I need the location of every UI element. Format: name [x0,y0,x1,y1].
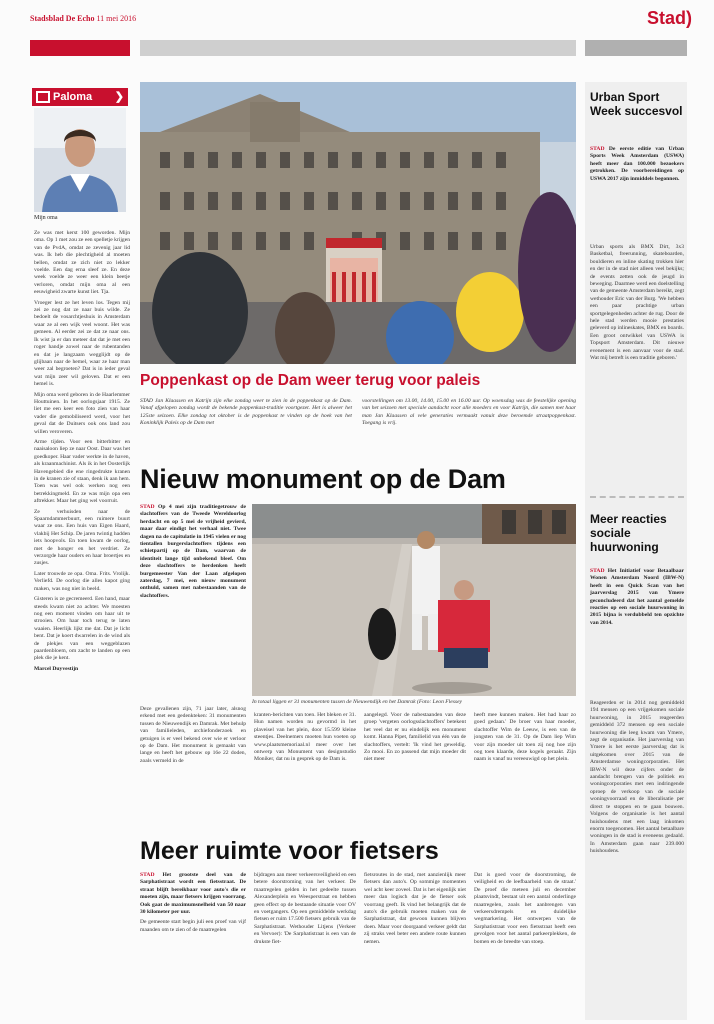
sidebar2-lead [590,568,684,696]
story2-lead [140,504,246,696]
story3-col4: Dat is goed voor de doorstroming, de veiligheid en de leefbaarheid van de straat.' De proef die meteen juli en december plaatsvindt, bestaat uit een aantal onderlinge maatregelen, zoals het aanbrengen van verkeersdrempels en duidelijke wegmarkering. Het ontwerpen van de Sarphatistraat voor een fietsstraat heeft een gevolgen voor het aantal parkeerplekken, de bomen en de breedte van stoep. [474,872,576,945]
section-label: Stad [646,8,686,28]
palace-photo [140,82,576,364]
story2-kicker: STAD [140,504,158,510]
columnist-portrait [34,108,126,212]
story2-col2: kranten-berichten van toen. Het bleken er 31. Hun namen worden nu gevormd in het plaveisel van het plein, door 15.599 kleine steentjes. Deelnemers moeten hun voeten op www.plaatsmemoriaal.nl meer over het ontwerp van Monument van designstudio Moniker, dat nu in gesprek op de Dam is. [254,712,356,763]
column-paragraph: Vroeger lest ze het leven los. Tegen mij zei ze nog dat ze naar buis wilde. Ze bedoelt de vosarchtjeshuis in Amsterdam waar ze al een wijk veel woont. Het was gemeen. Al eerder zei ze dat ze naar ons. Ik wist ja er dan meteer dat dat je met een roger handje zowel naar de rubentanden en dat je langzaam wegglijdt op de glijbaan naar de hemel, waar ze haar man weer zal begroeten? Dat is in ieder geval wat mijn zeer wil geloven. Dat er een hemel is. [34,299,130,388]
issue-date: 11 mei 2016 [96,14,137,23]
story2-photo-caption: In totaal liggen er 31 monumenten tussen de Nieuwendijk en het Damrak (Foto: Leon Flessey [252,699,463,705]
column-paragraph: Gisteren is ze gecremeerd. Een hand, maar steeds kwam niet zo achter. We moesten nog een moment vinden om haar uit te strooien. Om haar toch terug te laten waaien. Heerlijk lijkt me dat. Dat je licht bent. Dat je koert dwarrelen in de wind als de plekjes van een weggeblazen paardenbloem, om zacht te landen op een plek die je kent. [34,596,130,662]
story1-headline: Poppenkast op de Dam weer terug voor paleis [140,372,481,389]
masthead [30,14,136,23]
column-paragraph: Arme tijden. Voor een bitterbitter en naaisaloon liep ze naar Oost. Daar was het goedkoper. Haar vader werkte in de haven, als kraanmachinist. Als ik in het Oosterlijk Havengebied die ene ringedrukte kranen in de kranen zie of staan, denk ik aan hem. Toen was wel ook werken nog een betrekkingmeld. En ze was mijn opa een aftrekker. Maar het ging wel voorruit. [34,438,130,505]
sidebar1-body: Urban sports als BMX Dirt, 3x3 Basketbal, freerunning, skateboarden, bouldieren en inline skating trokken hier en der in de stad niet alleen veel bekijks; de events zetten ook de jeugd in beweging. Daarmee werd een doelstelling van de gemeente Amsterdam bereikt, zegt wethouder Eric van der Burg. 'We hebben een paar prachtige urban sportgelegenheden achter de rug. Door de hele stad werden mooie prestaties geleverd op inlineskates, BMX en boards. Een groot ontwikkel van USWA is Topsport Amsterdam. Dit nieuwe evenement is een aanvaar voor de stad. Wat mij betreft is een traditie geboren.' [590,244,684,362]
story2-col3: aangelegd. Voor de nabestaanden van deze groep 'vergeten oorlogsslachtoffers' betekent het veel dat er nu eindelijk een monument komt. Hanna Pipet, familielid van één van de slachtoffers, vertelt: 'Ik vind het geweldig. Zo mooi. En zo passend dat mijn moeder dit niet meer [364,712,466,763]
sidebar1-lead [590,146,684,242]
story3-col1-body: De gemeente start begin juli een proef van vijf maanden om te zien of de maatregelen [140,919,246,933]
sidebar2-lead-text: Het Initiatief voor Betaalbaar Wonen Amsterdam Noord (IBW-N) heeft in een Quick Scan van het jaarverslag 2015 van Ymere geconcludeerd dat het aantal gemelde reacties op een sociale huurwoning in 2015 bijna is verdubbeld ten opzichte van 2014. [590,568,684,626]
sidebar1-kicker: STAD [590,146,609,152]
story3-lead-text: Het grootste deel van de Sarphatistraat wordt een fietsstraat. De straat blijft bereikbaar voor auto's die er moeten zijn, maar fietsers krijgen voorrang. Ook gaat de maximumsnelheid van 50 naar 30 kilometer per uur. [140,872,246,916]
sidebar2-body: Reageerden er in 2014 nog gemiddeld 194 mensen op een vrijgekomen sociale huurwoning, in 2015 reageerden gemiddeld 372 mensen op een sociale huurwoning die leeg kwam van Ymere, zegt de organisatie. Het jaarverslag van Ymere is het eerste jaarverslag dat is uitgekomen over 2015 van de Amsterdamse woningcorporaties. Het IBW-N wil deze cijfers onder de aandacht brengen van de politiek en woningcorporaties met een indringende oproep de verkoop van de sociale woningvoorraad en de liberalisatie per direct te stoppen en te gaan bouwen. Volgens de organisatie is het aantal huishoudens met een laag inkomen enorm toegenomen. Het aantal betaalbare woningen in de stad is eveneens gedaald. In Amsterdam gaan naar 239.000 huishoudens. [590,700,684,855]
sidebar-divider [590,496,684,498]
column-title: Paloma [53,91,93,103]
portrait-caption: Mijn oma [34,215,58,221]
grey-bar-right [585,40,687,56]
column-title-box [32,88,128,106]
story3-headline: Meer ruimte voor fietsers [140,837,439,865]
column-paragraph: Ze verhuisden naar de Spaarndammerbuurt, een ruimere buurt waar ze ons. Een huis van Eigen Haard, vlakbij Het Schip. De jaren twintig hadden iets hoopvols. En toen kwam de oorlog, met de honger en het verdriet. Ze verzorgde haar ouders en haar broertjes en zusjes. [34,508,130,567]
story1-caption-left: STAD Jan Klaassen en Katrijn zijn elke zondag weer te zien in de poppenkast op de Dam. Vanaf afgelopen zondag wordt de bekende poppenkast-traditie voortgezet. Het is alweer het 125ste seizoen. Elke zondag tot oktober is de poppenkast te vinden op de hoek van het Koninklijk Paleis op de Dam met [140,398,352,427]
red-bar [30,40,130,56]
paper-name: Stadsblad De Echo [30,14,95,23]
sidebar2-headline: Meer reacties sociale huurwoning [590,512,667,554]
column-paragraph: Ze was met kerst 100 geworden. Mijn oma. Op 1 met zou ze een spelletje krijgen van de PvdA, omdat ze zevenig jaar lid was. Ik heb die plechtigheid al moeten bellen, omdat ze zich niet zo lekker voelde. Een dag erna sleef ze. En deze week voelde ze weer een klein beetje verloren, omdat mijn oma al een eeuwigheid zwarte kunst liet. Tja. [34,230,130,296]
sidebar2-kicker: STAD [590,568,608,574]
story3-lead [140,872,246,916]
chevron-right-icon: ❯ [114,91,124,103]
column-paragraph: Mijn oma werd geboren in de Haarlemmer Houttuinen. In het oorlogsjaar 1915. Ze liet me een keer een foto zien van haar vader die gemobiliseerd werd, voor het geval dat de Duitsers ook ons land zou willen veroveren. [34,391,130,435]
story2-col4: heeft mee kunnen maken. Het had haar zo goed gedaan.' De broer van haar moeder, slachtoffer Wim de Leeuw, is een van de jongsten van de 31. Op de Dam liep Wim voor zijn moeder uit toen zij nog hoe zijn oog toen klaarde, deze kogels geraakt. Zijn naam is vanaf nu vereeuwigd op het plein. [474,712,576,763]
section-title: Stad) [646,8,692,28]
story3-col3: fietsroutes in de stad, met aanzienlijk meer fietsers dan auto's. Op sommige momenten wel acht keer zoveel. Dat is het eigenlijk niet meer dan logisch dat je de fietser ook voorrang geeft. Ik vind het belangrijk dat de auto's die gebruik moeten maken van de Sarphatistraat, dat gewoon kunnen blijven doen. Maar voor doorgaand verkeer geldt dat zij straks veel beter een andere route kunnen nemen. [364,872,466,945]
column-paragraph: Later trouwde ze opa. Oma. Frits. Vrolijk. Verliefd. De oorlog die alles kapot ging maken, was nog niet in beeld. [34,570,130,592]
paloma-logo-icon [36,91,50,103]
column-body [34,230,130,1010]
story3-col1 [140,872,246,1022]
story3-kicker: STAD [140,872,163,878]
sidebar1-headline: Urban Sport Week succesvol [590,90,683,118]
monument-photo [252,504,576,696]
story1-caption-right: voorstellingen om 13.00, 14.00, 15.00 en 16.00 uur. Op woensdag was de feestelijke opening van het seizoen met speciale aandacht voor alle moeders en voor Katrijn, die samen met haar man Jan Klaassen al vele generaties vermaakt vanuit deze beroemde straatpoppenkast. Toegang is vrij. [362,398,576,427]
story2-col1: Deze gevallenen zijn, 71 jaar later, alsnog erkend met een gedenkteken: 31 monumenten tussen de Nieuwendijk en Damrak. Met behulp van familieleden, archiefonderzoek en getuigen is er veel bekend over wie er verloor op de Dam. Het monument is gemaakt van lange en heeft het gebouw op 16e 22 doden, zoals vermeld in de [140,706,246,764]
grey-bar [140,40,576,56]
column-author: Marcel Duyvestijn [34,665,79,672]
story2-headline: Nieuw monument op de Dam [140,464,506,494]
story2-lead-text: Op 4 mei zijn traditiegetrouw de slachtoffers van de Tweede Wereldoorlog herdacht en op 5 mei de vrijheid gevierd, maar daar eindigt het verhaal niet. Twee dagen na de capitulatie in 1945 vielen er nog tientallen burgerslachtoffers tijdens een schietpartij op de Dam, waarvan de identiteit lange tijd onbekend bleef. Om deze slachtoffers te herdenken heeft burgemeester Van der Laan afgelopen zaterdag, 7 mei, een nieuw monument onthuld, samen met nabestaanden van de slachtoffers. [140,504,246,599]
sidebar1-lead-text: De eerste editie van Urban Sports Week Amsterdam (USWA) heeft meer dan 100.000 bezoekers getrokken. De voorbereidingen op USWA 2017 zijn inmiddels begonnen. [590,146,684,182]
story3-col2: bijdragen aan meer verkeersveiligheid en een betere doorstroming van het verkeer. De maatregelen gelden in het gedeelte tussen Alexanderplein en Weesperstraat en hebben geen effect op de bestaande situatie voor OV en voetgangers. Op een gemiddelde werkdag fietsen er ruim 17.500 fietsers gebruik van de Sarphatistraat. Wethouder Litjens (Verkeer en Vervoer): 'De Sarphatistraat is een van de drukste fiet- [254,872,356,945]
